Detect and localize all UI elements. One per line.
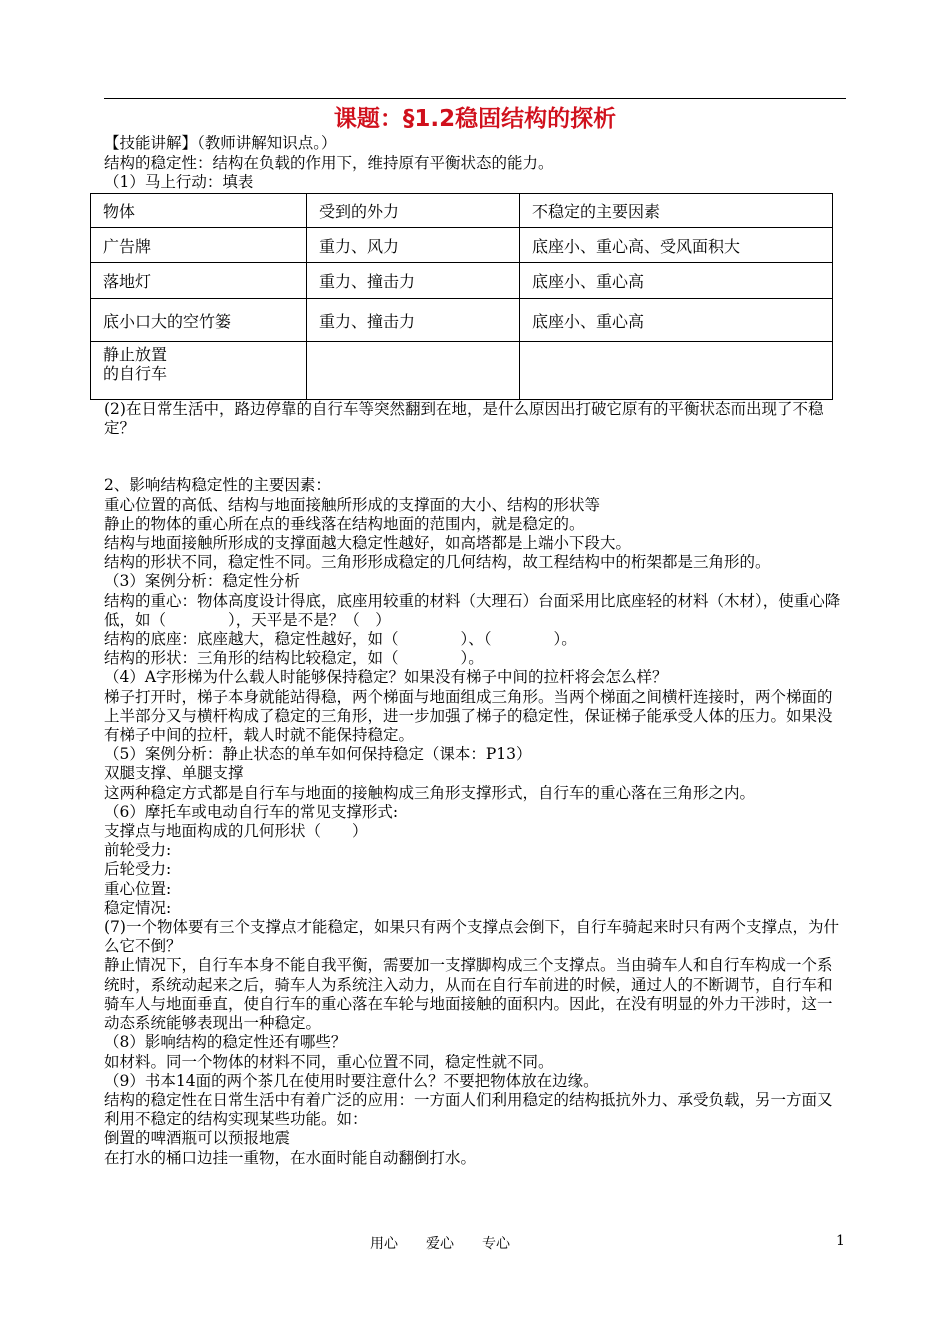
footer-motto: 用心 爱心 专心: [370, 1236, 510, 1252]
table-cell: 重力、撞击力: [307, 263, 520, 299]
paragraph: （9）书本14面的两个茶几在使用时要注意什么？不要把物体放在边缘。: [104, 1071, 599, 1090]
table-cell: 底小口大的空竹篓: [91, 299, 307, 342]
page-number: 1: [836, 1233, 845, 1249]
table-row: [91, 342, 833, 400]
paragraph: 稳定情况:: [104, 898, 172, 917]
paragraph: (7)一个物体要有三个支撑点才能稳定，如果只有两个支撑点会倒下，自行车骑起来时只有两个支撑点，为什么它不倒？: [104, 918, 839, 956]
paragraph: （6）摩托车或电动自行车的常见支撑形式:: [104, 802, 399, 821]
paragraph: 重心位置的高低、结构与地面接触所形成的支撑面的大小、结构的形状等: [104, 495, 601, 514]
table-cell: 广告牌: [91, 228, 307, 263]
stability-table: [90, 193, 833, 400]
table-header-cell: 受到的外力: [307, 194, 520, 228]
table-cell: 重力、风力: [307, 228, 520, 263]
table-header-cell: 物体: [91, 194, 307, 228]
body-text: [104, 400, 846, 1168]
table-cell: 重力、撞击力: [307, 299, 520, 342]
paragraph: 结构的稳定性在日常生活中有着广泛的应用：一方面人们利用稳定的结构抵抗外力、承受负载，另一方面又利用不稳定的结构实现某些功能。如：: [104, 1090, 833, 1129]
blank-space: [104, 438, 846, 476]
paragraph: 支撑点与地面构成的几何形状（ ）: [104, 822, 368, 841]
table-row: [91, 228, 833, 263]
table-row: [91, 263, 833, 299]
paragraph: 这两种稳定方式都是自行车与地面的接触构成三角形支撑形式，自行车的重心落在三角形之内。: [104, 783, 756, 802]
paragraph: 结构的形状：三角形的结构比较稳定，如（ ）。: [104, 649, 484, 668]
intro-block: [104, 134, 846, 193]
paragraph: 重心位置:: [104, 879, 172, 898]
paragraph: （3）案例分析：稳定性分析: [104, 572, 300, 591]
table-row: [91, 299, 833, 342]
paragraph: 前轮受力:: [104, 841, 172, 860]
paragraph: 在打水的桶口边挂一重物，在水面时能自动翻倒打水。: [104, 1148, 477, 1167]
table-header-cell: 不稳定的主要因素: [520, 194, 833, 228]
intro-line: 【技能讲解】（教师讲解知识点。）: [104, 134, 337, 152]
paragraph: 双腿支撑、单腿支撑: [104, 764, 244, 783]
table-cell: 底座小、重心高: [520, 263, 833, 299]
paragraph: 静止的物体的重心所在点的垂线落在结构地面的范围内，就是稳定的。: [104, 514, 585, 533]
intro-line: 结构的稳定性：结构在负载的作用下，维持原有平衡状态的能力。: [104, 153, 554, 172]
table-cell: 底座小、重心高: [520, 299, 833, 342]
paragraph: 如材料。同一个物体的材料不同，重心位置不同，稳定性就不同。: [104, 1052, 554, 1071]
paragraph: （8）影响结构的稳定性还有哪些？: [104, 1033, 347, 1052]
paragraph: 结构与地面接触所形成的支撑面越大稳定性越好，如高塔都是上端小下段大。: [104, 534, 632, 553]
table-header-row: [91, 194, 833, 228]
paragraph: 梯子打开时，梯子本身就能站得稳，两个梯面与地面组成三角形。当两个梯面之间横杆连接时，两个梯面的上半部分又与横杆构成了稳定的三角形，进一步加强了梯子的稳定性，保证梯子能承受人体的压力。如果没有梯子中间的拉杆，载人时就不能保持稳定。: [104, 687, 833, 745]
table-cell: 落地灯: [91, 263, 307, 299]
page-title: 课题：§1.2稳固结构的探析: [333, 106, 617, 132]
paragraph: （5）案例分析：静止状态的单车如何保持稳定（课本：P13）: [104, 745, 532, 764]
table-cell: 静止放置 的自行车: [91, 342, 307, 400]
paragraph: （4）A字形梯为什么载人时能够保持稳定？如果没有梯子中间的拉杆将会怎么样？: [104, 668, 668, 687]
paragraph: (2)在日常生活中，路边停靠的自行车等突然翻到在地，是什么原因出打破它原有的平衡状态而出现了不稳定？: [104, 400, 824, 438]
header-rule: [104, 98, 846, 99]
table-cell: [520, 342, 833, 400]
section-heading: 2、影响结构稳定性的主要因素：: [104, 476, 331, 495]
paragraph: 静止情况下，自行车本身不能自我平衡，需要加一支撑脚构成三个支撑点。当由骑车人和自行车构成一个系统时，系统动起来之后，骑车人为系统注入动力，从而在自行车前进的时候，通过人的不断调节，自行车和骑车人与地面垂直，使自行车的重心落在车轮与地面接触的面积内。因此，在没有明显的外力干涉时，这一动态系统能够表现出一种稳定。: [104, 956, 833, 1033]
paragraph: 结构的底座：底座越大，稳定性越好，如（ ）、（ ）。: [104, 630, 577, 649]
paragraph: 结构的重心：物体高度设计得底，底座用较重的材料（大理石）台面采用比底座轻的材料（木材），使重心降低，如（ ），天平是不是？（ ）: [104, 591, 841, 629]
intro-line: （1）马上行动：填表: [104, 173, 254, 191]
table-cell: 底座小、重心高、受风面积大: [520, 228, 833, 263]
table-cell: [307, 342, 520, 400]
paragraph: 后轮受力:: [104, 860, 172, 879]
paragraph: 结构的形状不同，稳定性不同。三角形形成稳定的几何结构，故工程结构中的桁架都是三角形的。: [104, 553, 771, 572]
paragraph: 倒置的啤酒瓶可以预报地震: [104, 1129, 291, 1148]
